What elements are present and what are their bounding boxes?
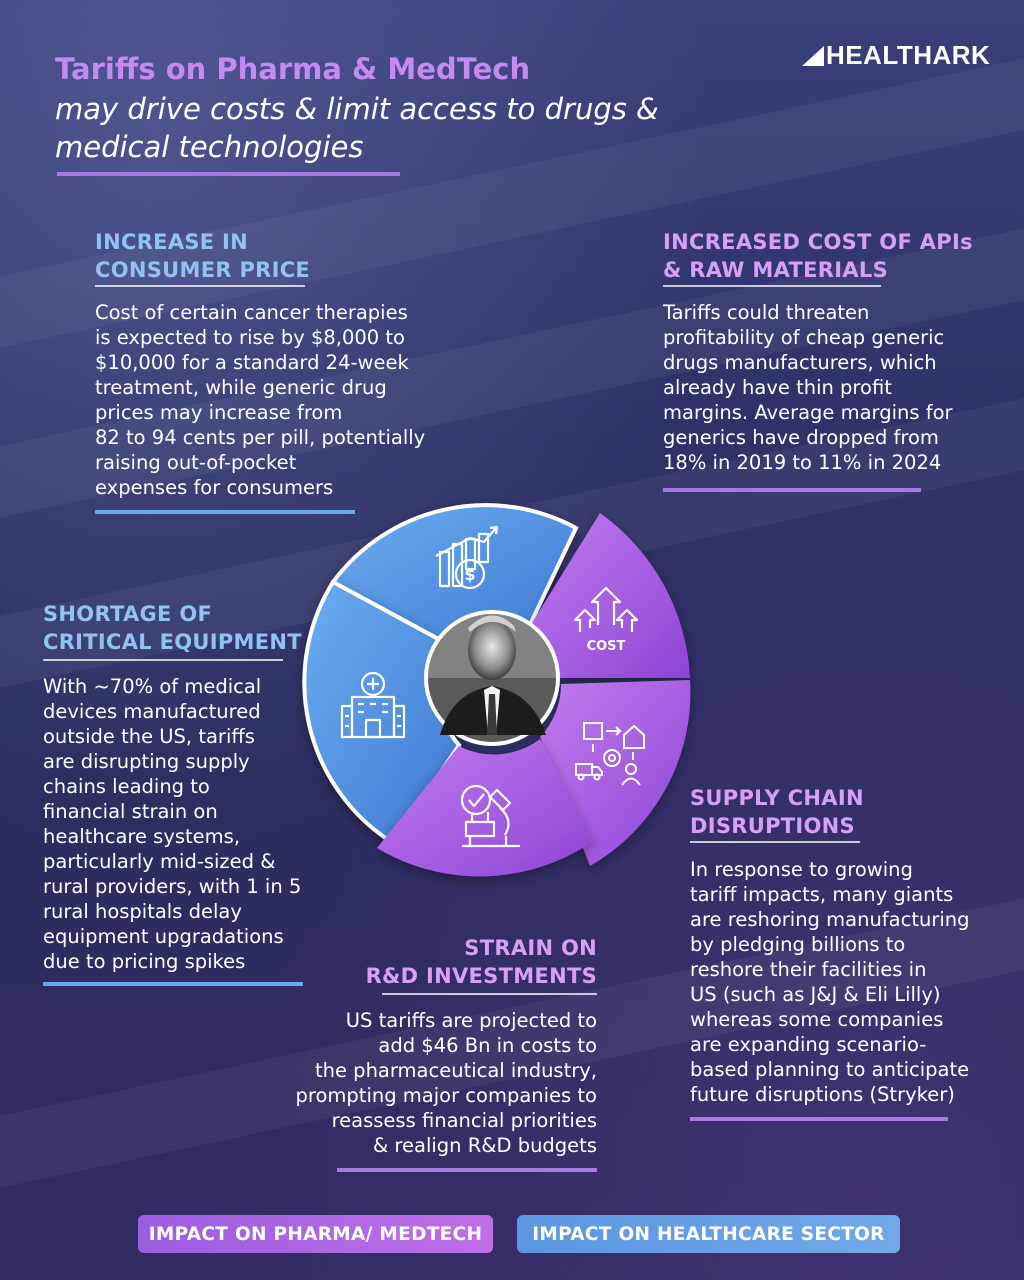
heading-line: INCREASE IN	[95, 230, 249, 254]
heading-line: CONSUMER PRICE	[95, 258, 311, 282]
text-line: financial strain on	[43, 800, 218, 823]
text-line: prices may increase from	[95, 401, 343, 424]
heading-line: CRITICAL EQUIPMENT	[43, 630, 302, 654]
text-line: In response to growing	[690, 858, 913, 881]
text-line: With ~70% of medical	[43, 675, 262, 698]
text-line: 82 to 94 cents per pill, potentially	[95, 426, 426, 449]
text-line: future disruptions (Stryker)	[690, 1083, 955, 1106]
text-line: Cost of certain cancer therapies	[95, 301, 408, 324]
text-line: rural hospitals delay	[43, 900, 242, 923]
text-line: already have thin profit	[663, 376, 892, 399]
text-line: by pledging billions to	[690, 933, 906, 956]
svg-text:$: $	[464, 565, 476, 584]
text-line: tariff impacts, many giants	[690, 883, 954, 906]
text-line: reassess financial priorities	[331, 1109, 597, 1132]
heading-line: & RAW MATERIALS	[663, 258, 889, 282]
heading-line: R&D INVESTMENTS	[365, 964, 597, 988]
text-line: are disrupting supply	[43, 750, 250, 773]
page-title: Tariffs on Pharma & MedTech	[55, 52, 531, 86]
text-line: are reshoring manufacturing	[690, 908, 970, 931]
text-line: equipment upgradations	[43, 925, 284, 948]
text-line: $10,000 for a standard 24-week	[95, 351, 409, 374]
legend-healthcare: IMPACT ON HEALTHCARE SECTOR	[517, 1215, 900, 1253]
portrait-photo	[424, 610, 560, 746]
text-line: reshore their facilities in	[690, 958, 927, 981]
text-line: rural providers, with 1 in 5	[43, 875, 302, 898]
text-line: expenses for consumers	[95, 476, 334, 499]
text-line: is expected to rise by $8,000 to	[95, 326, 405, 349]
text-line: drugs manufacturers, which	[663, 351, 937, 374]
text-line: devices manufactured	[43, 700, 261, 723]
text-line: Tariffs could threaten	[663, 301, 870, 324]
text-line: are expanding scenario-	[690, 1033, 927, 1056]
text-line: based planning to anticipate	[690, 1058, 970, 1081]
cost-label: COST	[586, 639, 626, 654]
heading-line: DISRUPTIONS	[690, 814, 855, 838]
text-line: margins. Average margins for	[663, 401, 953, 424]
legend-pharma: IMPACT ON PHARMA/ MEDTECH	[138, 1215, 493, 1253]
text-line: particularly mid-sized &	[43, 850, 276, 873]
text-line: prompting major companies to	[295, 1084, 597, 1107]
text-line: treatment, while generic drug	[95, 376, 387, 399]
text-line: due to pricing spikes	[43, 950, 246, 973]
heading-line: SHORTAGE OF	[43, 602, 213, 626]
text-line: & realign R&D budgets	[373, 1134, 597, 1157]
text-line: healthcare systems,	[43, 825, 241, 848]
text-line: 18% in 2019 to 11% in 2024	[663, 451, 942, 474]
page-subtitle: may drive costs & limit access to drugs & medical technologies	[55, 92, 659, 164]
text-line: the pharmaceutical industry,	[314, 1059, 597, 1082]
text-line: US (such as J&J & Eli Lilly)	[690, 983, 941, 1006]
text-line: profitability of cheap generic	[663, 326, 945, 349]
text-line: US tariffs are projected to	[345, 1009, 597, 1032]
text-line: add $46 Bn in costs to	[378, 1034, 597, 1057]
brand-name: HEALTHARK	[826, 40, 991, 70]
text-line: raising out-of-pocket	[95, 451, 297, 474]
text-line: whereas some companies	[690, 1008, 944, 1031]
text-line: chains leading to	[43, 775, 210, 798]
heading-line: SUPPLY CHAIN	[690, 786, 864, 810]
heading-line: INCREASED COST OF APIs	[663, 230, 973, 254]
heading-line: STRAIN ON	[464, 936, 597, 960]
text-line: generics have dropped from	[663, 426, 939, 449]
text-line: outside the US, tariffs	[43, 725, 255, 748]
